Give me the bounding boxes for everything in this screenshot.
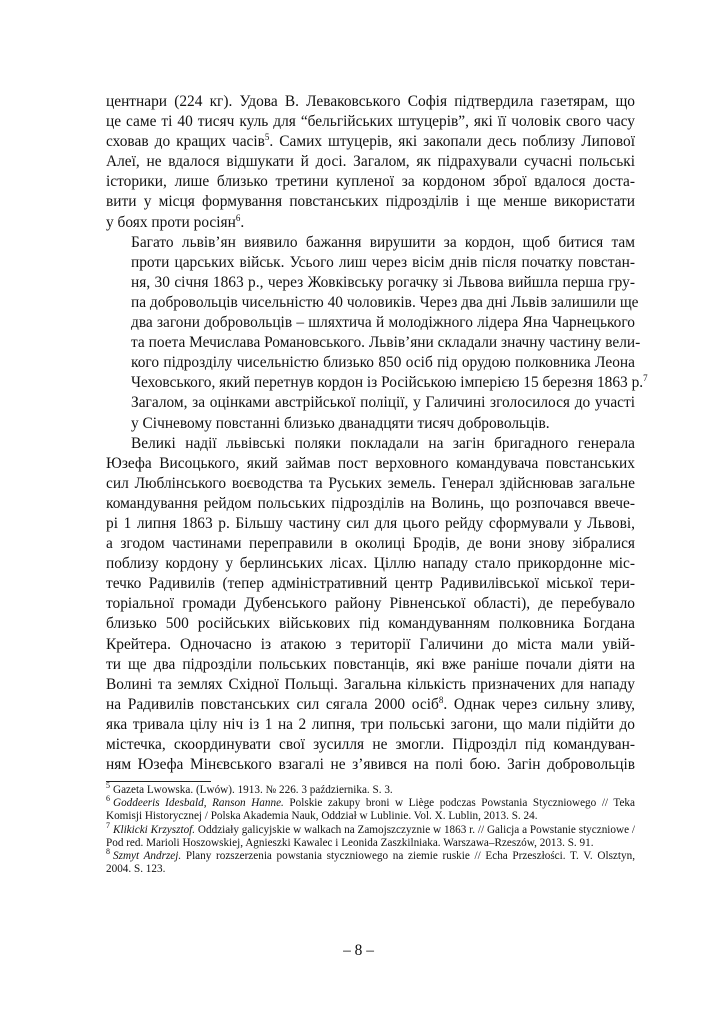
footnote-separator [106, 781, 211, 782]
footnote-7 [106, 820, 635, 850]
paragraph-2 [106, 233, 648, 434]
text-line: Юзефа Висоцького, який займав пост верховного командувача повстанських [106, 454, 635, 472]
text-line: ням Юзефа Мінєвського взагалі не з’явився на полі бою. Загін добровольців [106, 756, 635, 774]
footnote-number: 6 [106, 794, 110, 804]
text-line: це саме ті 40 тисяч куль для “бельгійських штуцерів”, які її чоловік свого часу [106, 113, 635, 131]
main-text [106, 92, 648, 775]
text-line: у Січневому повстанні близько дванадцяти тисяч добровольців. [131, 414, 550, 432]
text-line [106, 213, 635, 233]
footnotes [106, 781, 635, 876]
text-line: вити у місця формування повстанських підрозділів і ще менше використати [106, 193, 635, 211]
text-line: рі 1 липня 1863 р. Більшу частину сил для цього рейду сформували у Львові, [106, 514, 635, 532]
footnote-text: Oddziały galicyjskie w walkach na Zamojszczyznie w 1863 r. // Galicja a Powstanie styczniowe / Pod red. Marioli Hoszowskiej, Agnieszki Kawalec i Leonida Zaszkilniaka. Warszawa–Rzeszów, 2013. S. 91. [106, 823, 635, 849]
text-line: Волині та землях Східної Польщі. Загальна кількість призначених для нападу [106, 675, 635, 693]
text-line: центнари (224 кг). Удова В. Леваковського Софія підтвердила газетярам, що [106, 93, 635, 110]
text-line: торіальної громади Дубенського району Рівненської області), де перебувало [106, 595, 635, 613]
footnote-ref[interactable]: 5 [264, 132, 270, 143]
footnote-ref[interactable]: 7 [643, 373, 648, 384]
text-line: Великі надії львівські поляки покладали на загін бригадного генерала [131, 434, 635, 452]
footnote-text: Plany rozszerzenia powstania styczniowego na ziemie ruskie // Echa Przeszłości. T. V. Olsztyn, 2004. S. 123. [106, 850, 635, 876]
footnote-author: Goddeeris Idesbald, Ranson Hanne. [113, 797, 284, 810]
text-segment: у боях проти росіян [106, 213, 236, 231]
text-segment: . [240, 213, 245, 231]
text-line: та поета Мечислава Романовського. Львів’яни складали значну частину вели- [131, 334, 641, 352]
text-line: містечка, скоординувати свої зусилля не змогли. Підрозділ під командуван- [106, 736, 635, 753]
text-line: Загалом, за оцінками австрійської поліції, у Галичині зголосилося до участі [131, 394, 635, 412]
text-line [106, 695, 635, 715]
text-line: течко Радивилів (тепер адміністративний центр Радивилівської міської тери- [106, 575, 635, 593]
footnote-number: 7 [106, 820, 110, 830]
text-line: яка тривала цілу ніч із 1 на 2 липня, три польські загони, що мали підійти до [106, 715, 635, 733]
footnote-6 [106, 794, 635, 823]
text-line [106, 132, 635, 152]
footnote-ref[interactable]: 6 [235, 212, 241, 223]
footnote-8 [106, 847, 635, 876]
paragraph-1 [106, 92, 635, 233]
text-segment: сховав до кращих часів [106, 133, 265, 151]
footnote-5 [106, 781, 635, 797]
text-segment: Чеховського, який перетнув кордон із Російською імперією 15 березня 1863 р. [131, 374, 644, 392]
footnote-text: Polskie zakupy broni w Liège podczas Powstania Styczniowego // Teka Komisji Historycznej / Polska Akademia Nauk, Oddział w Lublinie. Vol. X. Lublin, 2013. S. 24. [106, 797, 635, 823]
footnote-number: 8 [106, 847, 110, 857]
text-line: а згодом частинами переправили в околиці Бродів, де вони знову зібралися [106, 535, 635, 553]
page-number: – 8 – [343, 942, 374, 959]
text-line: командування рейдом польських підрозділів на Волинь, що розпочався ввече- [106, 494, 635, 512]
footnote-ref[interactable]: 8 [438, 694, 444, 705]
text-line: ти ще два підрозділи польських повстанців, які вже раніше почали діяти на [106, 655, 635, 673]
paragraph-3 [106, 434, 635, 776]
text-line: Крейтера. Одночасно із атакою з території Галичини до міста мали увій- [106, 635, 635, 653]
text-line: сил Люблінського воєводства та Руських земель. Генерал здійснював загальне [106, 474, 635, 492]
text-segment: . Однак через сильну зливу, [443, 695, 636, 713]
text-line: кого підрозділу чисельністю близько 850 осіб під орудою полковника Леона [131, 354, 635, 372]
text-segment: на Радивилів повстанських сил сягала 2000 осіб [106, 695, 439, 713]
text-line: Багато львів’ян виявило бажання вирушити за кордон, щоб битися там [131, 233, 635, 251]
text-segment: . Самих штуцерів, які закопали десь поблизу Липової [269, 133, 635, 151]
text-line [106, 373, 648, 393]
footnote-number: 5 [106, 781, 110, 791]
text-line: два загони добровольців – шляхтича й молодіжного лідера Яна Чарнецького [131, 314, 635, 332]
footnote-author: Klikicki Krzysztof. [113, 823, 196, 836]
text-line: проти царських військ. Усього лиш через вісім днів після початку повстан- [131, 253, 635, 271]
text-line: близько 500 російських військових під командуванням полковника Богдана [106, 615, 635, 633]
text-line: поблизу кордону у берлинських лісах. Ціллю нападу стало прикордонне міс- [106, 555, 635, 573]
text-line: Алеї, не вдалося відшукати й досі. Загалом, як підрахували сучасні польські [106, 153, 635, 171]
text-line: ня, 30 січня 1863 р., через Жовківську рогачку зі Львова вийшла перша гру- [131, 273, 635, 291]
footnote-text: Gazeta Lwowska. (Lwów). 1913. № 226. 3 października. S. 3. [113, 784, 393, 796]
text-line: па добровольців чисельністю 40 чоловиків. Через два дні Львів залишили ще [131, 293, 639, 311]
footnote-author: Szmyt Andrzej. [113, 850, 182, 863]
text-line: історики, лише близько третини купленої за кордоном зброї вдалося доста- [106, 173, 635, 191]
